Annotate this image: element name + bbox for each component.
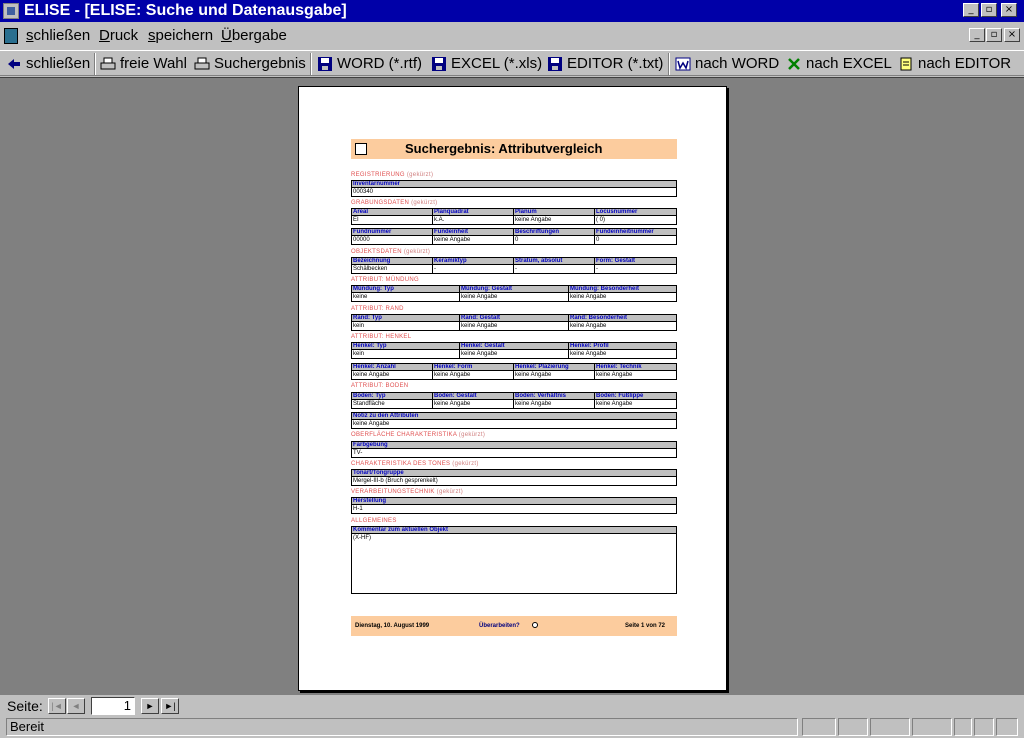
field-label: Herstellung [351, 497, 677, 505]
save-word-button[interactable]: WORD (*.rtf) [317, 53, 422, 75]
field-label: Kommentar zum aktuellen Objekt [351, 526, 677, 534]
field-value: keine Angabe [459, 293, 569, 302]
field-label: Fundeinheitnummer [594, 228, 677, 236]
field-value: keine Angabe [594, 400, 677, 409]
field-value: - [594, 265, 677, 274]
edit-radio[interactable] [532, 622, 538, 628]
field-label: Fundeinheit [432, 228, 514, 236]
status-panel [974, 718, 994, 736]
field-label: Henkel: Typ [351, 342, 460, 350]
field-label: Tonart/Tongruppe [351, 469, 677, 477]
report-footer [351, 616, 677, 636]
field-label: Boden: Fußlippe [594, 392, 677, 400]
free-choice-button[interactable]: freie Wahl [100, 53, 187, 75]
status-bar [0, 716, 1024, 738]
field-label: Boden: Verhältnis [513, 392, 595, 400]
section-oberflaeche: OBERFLÄCHE CHARAKTERISTIKA (gekürzt) [351, 432, 486, 438]
toolbar-separator [668, 53, 670, 75]
field-label: Inventarnummer [351, 180, 677, 188]
field-label: Planum [513, 208, 595, 216]
save-excel-button[interactable]: EXCEL (*.xls) [431, 53, 542, 75]
field-value: - [432, 265, 514, 274]
field-label: Henkel: Anzahl [351, 363, 433, 371]
field-label: Boden: Gestalt [432, 392, 514, 400]
field-value: keine Angabe [351, 371, 433, 380]
field-value: keine Angabe [459, 350, 569, 359]
field-value: 00000 [351, 236, 433, 245]
field-label: Farbgebung [351, 441, 677, 449]
report-icon [355, 143, 367, 155]
word-icon [675, 56, 691, 72]
floppy-disk-icon [547, 56, 563, 72]
excel-icon [786, 56, 802, 72]
field-value: Mergel-III-b (Bruch gesprenkelt) [351, 477, 677, 486]
section-muendung: ATTRIBUT: MÜNDUNG [351, 277, 419, 283]
toolbar-separator [94, 53, 96, 75]
section-objektsdaten: OBJEKTSDATEN (gekürzt) [351, 249, 431, 255]
field-value: keine Angabe [432, 400, 514, 409]
section-grabungsdaten: GRABUNGSDATEN (gekürzt) [351, 200, 438, 206]
status-panel [838, 718, 868, 736]
field-value: ( 0) [594, 216, 677, 225]
search-result-print-button[interactable]: Suchergebnis [194, 53, 306, 75]
printer-icon [194, 56, 210, 72]
notepad-icon [898, 56, 914, 72]
arrow-left-icon [6, 56, 22, 72]
field-value: kein [351, 350, 460, 359]
field-value: Schälbecken [351, 265, 433, 274]
field-value: keine [351, 293, 460, 302]
floppy-disk-icon [431, 56, 447, 72]
section-rand: ATTRIBUT: RAND [351, 306, 404, 312]
field-value: keine Angabe [351, 420, 677, 429]
page-number-input[interactable]: 1 [91, 697, 135, 715]
field-label: Rand: Typ [351, 314, 460, 322]
field-label: Rand: Gestalt [459, 314, 569, 322]
to-excel-button[interactable]: nach EXCEL [786, 53, 892, 75]
section-verarbeitung: VERARBEITUNGSTECHNIK (gekürzt) [351, 489, 464, 495]
title-bar [0, 0, 1024, 22]
status-panel [870, 718, 910, 736]
field-label: Stratum, absolut [513, 257, 595, 265]
report-date: Dienstag, 10. August 1999 [355, 623, 430, 629]
minimize-button[interactable]: _ [963, 3, 979, 17]
toolbar [0, 50, 1024, 76]
status-panel [996, 718, 1018, 736]
field-label: Bezeichnung [351, 257, 433, 265]
window-title: ELISE - [ELISE: Suche und Datenausgabe] [24, 2, 347, 19]
status-panel [912, 718, 952, 736]
field-label: Locusnummer [594, 208, 677, 216]
section-registrierung: REGISTRIERUNG (gekürzt) [351, 172, 434, 178]
close-toolbar-button[interactable]: schließen [6, 53, 90, 75]
field-value: - [513, 265, 595, 274]
field-label: Mündung: Typ [351, 285, 460, 293]
field-label: Keramiktyp [432, 257, 514, 265]
field-label: Notiz zu den Attributen [351, 412, 677, 420]
field-value: kein [351, 322, 460, 331]
field-label: Rand: Besonderheit [568, 314, 677, 322]
menu-schliessen[interactable]: schließen [26, 27, 91, 44]
field-value: EI [351, 216, 433, 225]
field-value: keine Angabe [432, 371, 514, 380]
field-label: Form: Gestalt [594, 257, 677, 265]
field-value: TV- [351, 449, 677, 458]
page-count: Seite 1 von 72 [625, 623, 666, 629]
report-header [351, 139, 677, 159]
field-label: Fundnummer [351, 228, 433, 236]
close-window-button[interactable]: × [1001, 3, 1017, 17]
page-label: Seite: [7, 698, 43, 714]
field-value: keine Angabe [513, 216, 595, 225]
menu-speichern[interactable]: speichern [148, 27, 214, 44]
page-navigator [0, 696, 1024, 716]
report-page [298, 86, 727, 691]
child-minimize-button[interactable]: _ [969, 28, 985, 42]
field-value: keine Angabe [432, 236, 514, 245]
document-icon[interactable] [4, 28, 18, 44]
status-panel [802, 718, 836, 736]
child-restore-button[interactable]: ▫ [986, 28, 1002, 42]
field-label: Henkel: Gestalt [459, 342, 569, 350]
next-page-button[interactable]: ► [141, 698, 159, 714]
app-icon[interactable] [3, 3, 19, 19]
child-close-button[interactable]: × [1004, 28, 1020, 42]
printer-icon [100, 56, 116, 72]
field-label: Henkel: Technik [594, 363, 677, 371]
section-ton: CHARAKTERISTIKA DES TONES (gekürzt) [351, 461, 479, 467]
field-value: keine Angabe [459, 322, 569, 331]
save-editor-button[interactable]: EDITOR (*.txt) [547, 53, 663, 75]
section-allgemeines: ALLGEMEINES [351, 518, 397, 524]
field-label: Henkel: Profil [568, 342, 677, 350]
report-title: Suchergebnis: Attributvergleich [405, 141, 603, 156]
field-value: keine Angabe [594, 371, 677, 380]
to-word-button[interactable]: nach WORD [675, 53, 779, 75]
field-value: 000340 [351, 188, 677, 197]
last-page-button[interactable]: ►| [161, 698, 179, 714]
field-label: Henkel: Form [432, 363, 514, 371]
field-label: Mündung: Gestalt [459, 285, 569, 293]
field-value: keine Angabe [513, 400, 595, 409]
toolbar-separator [310, 53, 312, 75]
field-label: Mündung: Besonderheit [568, 285, 677, 293]
to-editor-button[interactable]: nach EDITOR [898, 53, 1011, 75]
field-value: k.A. [432, 216, 514, 225]
menu-uebergabe[interactable]: Übergabe [221, 27, 287, 44]
field-value: keine Angabe [568, 322, 677, 331]
section-boden: ATTRIBUT: BODEN [351, 383, 409, 389]
status-panel [954, 718, 972, 736]
floppy-disk-icon [317, 56, 333, 72]
field-label: Areal [351, 208, 433, 216]
prev-page-button[interactable]: ◄ [67, 698, 85, 714]
field-label: Henkel: Plazierung [513, 363, 595, 371]
field-label: Boden: Typ [351, 392, 433, 400]
field-value: 0 [513, 236, 595, 245]
first-page-button[interactable]: |◄ [48, 698, 66, 714]
restore-button[interactable]: ▫ [981, 3, 997, 17]
menu-druck[interactable]: Druck [99, 27, 139, 44]
section-henkel: ATTRIBUT: HENKEL [351, 334, 412, 340]
field-label: Planquadrat [432, 208, 514, 216]
menu-bar [0, 24, 1024, 48]
field-value: 0 [594, 236, 677, 245]
field-value: keine Angabe [568, 350, 677, 359]
comment-box: (X-HF) [351, 534, 677, 594]
status-text: Bereit [6, 718, 798, 736]
field-value: keine Angabe [568, 293, 677, 302]
edit-prompt: Überarbeiten? [479, 623, 520, 629]
field-value: Standfläche [351, 400, 433, 409]
field-value: keine Angabe [513, 371, 595, 380]
field-value: H-1 [351, 505, 677, 514]
field-label: Beschriftungen [513, 228, 595, 236]
